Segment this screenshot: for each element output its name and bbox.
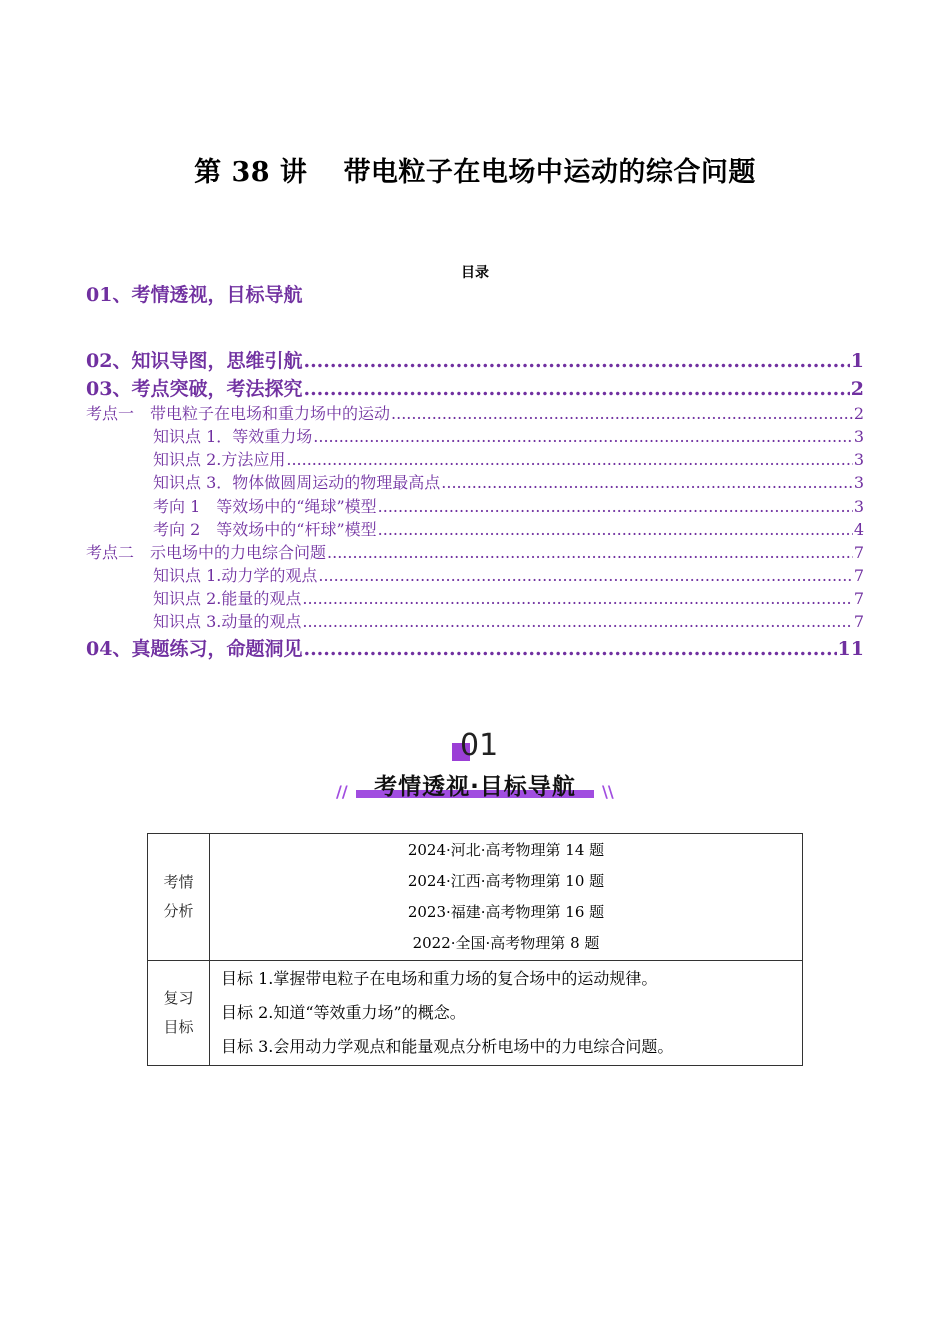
list-item: 2024·江西·高考物理第 10 题	[407, 872, 605, 890]
toc-item-03[interactable]: 03、考点突破，考法探究 ..... 2	[86, 374, 864, 401]
toc-item-zsd-b1[interactable]: 知识点 1.动力学的观点 ..... 7	[86, 563, 864, 586]
row-label-analysis: 考情 分析	[148, 834, 210, 961]
toc-item-kx-2[interactable]: 考向 2 等效场中的“杆球”模型 ..... 4	[86, 517, 864, 540]
banner-slash-left-icon: //	[336, 782, 348, 801]
toc-item-zsd-b3[interactable]: 知识点 3.动量的观点 ..... 7	[86, 609, 864, 632]
list-item: 目标 2.知道“等效重力场”的概念。	[221, 1003, 466, 1022]
toc-item-zsd-3[interactable]: 知识点 3．物体做圆周运动的物理最高点 ..... 3	[86, 470, 864, 493]
list-item: 目标 3.会用动力学观点和能量观点分析电场中的力电综合问题。	[221, 1037, 674, 1056]
toc-item-01[interactable]: 01、考情透视，目标导航	[86, 284, 303, 306]
toc-item-kaodian-2[interactable]: 考点二 示电场中的力电综合问题 ..... 7	[86, 540, 864, 563]
exam-list-cell	[210, 834, 803, 961]
toc-item-zsd-b2[interactable]: 知识点 2.能量的观点 ..... 7	[86, 586, 864, 609]
list-item: 2023·福建·高考物理第 16 题	[407, 903, 605, 921]
list-item: 2024·河北·高考物理第 14 题	[407, 841, 605, 859]
toc-heading: 目录	[461, 265, 489, 281]
toc-item-02[interactable]: 02、知识导图，思维引航 ..... 1	[86, 346, 864, 373]
page-title	[0, 150, 950, 189]
list-item: 目标 1.掌握带电粒子在电场和重力场的复合场中的运动规律。	[221, 969, 658, 988]
list-item: 2022·全国·高考物理第 8 题	[412, 934, 600, 952]
lecture-number: 第 38 讲	[194, 157, 308, 188]
table-row	[148, 961, 803, 1066]
toc-item-zsd-2[interactable]: 知识点 2.方法应用 ..... 3	[86, 447, 864, 470]
row-label-goals: 复习 目标	[148, 961, 210, 1066]
goal-list-cell	[210, 961, 803, 1066]
toc-item-zsd-1[interactable]: 知识点 1．等效重力场 ..... 3	[86, 424, 864, 447]
lecture-topic: 带电粒子在电场中运动的综合问题	[343, 157, 756, 188]
section-banner	[330, 728, 620, 808]
banner-label: 考情透视·目标导航	[374, 774, 576, 800]
toc-item-04[interactable]: 04、真题练习，命题洞见 ..... 11	[86, 634, 864, 661]
banner-slash-right-icon: \\	[602, 782, 614, 801]
table-row	[148, 834, 803, 961]
toc-item-kx-1[interactable]: 考向 1 等效场中的“绳球”模型 ..... 3	[86, 494, 864, 517]
banner-number: 01	[460, 728, 499, 763]
toc-item-kaodian-1[interactable]: 考点一 带电粒子在电场和重力场中的运动 ..... 2	[86, 401, 864, 424]
exam-analysis-table	[147, 833, 803, 1066]
